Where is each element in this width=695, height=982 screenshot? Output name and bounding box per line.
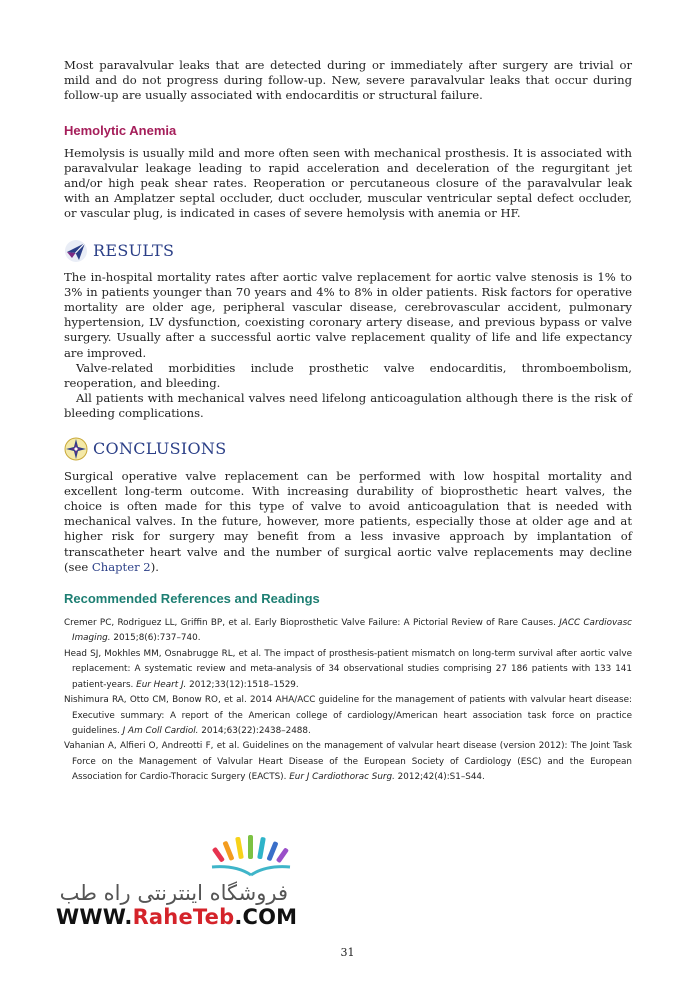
conclusions-paragraph: [64, 469, 632, 575]
reference-item: [64, 693, 632, 739]
chapter-2-link[interactable]: Chapter 2: [91, 559, 151, 574]
reference-journal: Eur J Cardiothorac Surg.: [289, 772, 395, 783]
reference-citation: 2012;42(4):S1–S44.: [394, 772, 485, 783]
reference-text: Nishimura RA, Otto CM, Bonow RO, et al. 2014 AHA/ACC guideline for the management of patients with valvular heart disease: Executive summary: A report of the American college of cardiology/American heart association task force on practice guidelines.: [64, 695, 632, 736]
hemolytic-anemia-paragraph: Hemolysis is usually mild and more often seen with mechanical prosthesis. It is associated with paravalvular leakage leading to rapid acceleration and deceleration of the regurgitant jet and/or high peak shear rates. Reoperation or percutaneous closure of the paravalvular leak with an Amplatzer septal occluder, duct occluder, muscular ventricular septal defect occluder, or vascular plug, is indicated in cases of severe hemolysis with anemia or HF.: [64, 145, 632, 221]
results-plane-icon: [64, 239, 88, 263]
conclusions-text: Surgical operative valve replacement can be performed with low hospital mortality and excellent long-term outcome. With increasing durability of bioprosthetic heart valves, the choice is often made for this type of valve to avoid anticoagulation that is needed with mechanical valves. In the future, however, more patients, especially those at older age and at higher risk for surgery may benefit from a less invasive approach by implantation of transcatheter heart valve and the number of surgical aortic valve replacements may decline (see: [64, 468, 632, 574]
intro-paragraph: Most paravalvular leaks that are detected during or immediately after surgery are trivial or mild and do not progress during follow-up. New, severe paravalvular leaks that occur during follow-up are usually associated with endocarditis or structural failure.: [64, 58, 632, 103]
reference-citation: 2014;63(22):2438–2488.: [198, 725, 311, 736]
results-heading-label: RESULTS: [93, 241, 175, 261]
results-section-heading: [64, 239, 632, 263]
watermark-persian-text: فروشگاه اینترنتی راه طب: [59, 881, 288, 905]
conclusions-section-heading: [64, 437, 632, 461]
watermark-logo: [56, 835, 296, 930]
hemolytic-anemia-heading: Hemolytic Anemia: [64, 122, 177, 138]
results-paragraph-1: The in-hospital mortality rates after aortic valve replacement for aortic valve stenosis is 1% to 3% in patients younger than 70 years and 4% to 8% in older patients. Risk factors for operative mortality are older age, peripheral vascular disease, cerebrovascular accident, pulmonary hypertension, LV dysfunction, coexisting coronary artery disease, and previous bypass or valve surgery. Usually after a successful aortic valve replacement quality of life and life expectancy are improved.: [64, 269, 632, 360]
conclusions-heading-label: CONCLUSIONS: [93, 439, 227, 459]
url-suffix: .COM: [234, 905, 298, 929]
watermark-url[interactable]: [56, 905, 297, 929]
references-heading: Recommended References and Readings: [64, 591, 320, 607]
reference-text: Head SJ, Mokhles MM, Osnabrugge RL, et al. The impact of prosthesis-patient mismatch on long-term survival after aortic valve replacement: A systematic review and meta-analysis of 34 observational studies comprising 27 186 patients with 133 141 patient-years.: [64, 648, 632, 690]
reference-citation: 2015;8(6):737–740.: [110, 633, 201, 644]
conclusions-compass-icon: [64, 437, 88, 461]
page-number: 31: [340, 946, 355, 959]
results-paragraph-3: All patients with mechanical valves need lifelong anticoagulation although there is the risk of bleeding complications.: [64, 391, 632, 421]
reference-citation: 2012;33(12):1518–1529.: [186, 679, 299, 690]
reference-text: Cremer PC, Rodriguez LL, Griffin BP, et al. Early Bioprosthetic Valve Failure: A Pictorial Review of Rare Causes.: [64, 618, 560, 629]
reference-item: [64, 616, 632, 647]
book-rays-icon: [206, 835, 296, 877]
conclusions-text-end: ).: [150, 559, 159, 574]
reference-journal: J Am Coll Cardiol.: [122, 725, 199, 736]
reference-journal: JACC Cardiovasc Imaging.: [72, 618, 632, 644]
url-brand: RaheTeb: [132, 905, 235, 929]
results-paragraph-2: Valve-related morbidities include prosthetic valve endocarditis, thromboembolism, reoperation, and bleeding.: [64, 360, 632, 391]
reference-item: [64, 739, 632, 785]
reference-text: Vahanian A, Alfieri O, Andreotti F, et al. Guidelines on the management of valvular heart disease (version 2012): The Joint Task Force on the Management of Valvular Heart Disease of the European Society of Cardiology (ESC) and the European Association for Cardio-Thoracic Surgery (EACTS).: [64, 741, 632, 783]
page-content: [64, 58, 632, 786]
reference-journal: Eur Heart J.: [136, 679, 187, 690]
reference-item: [64, 647, 632, 693]
url-prefix: WWW.: [56, 905, 133, 929]
